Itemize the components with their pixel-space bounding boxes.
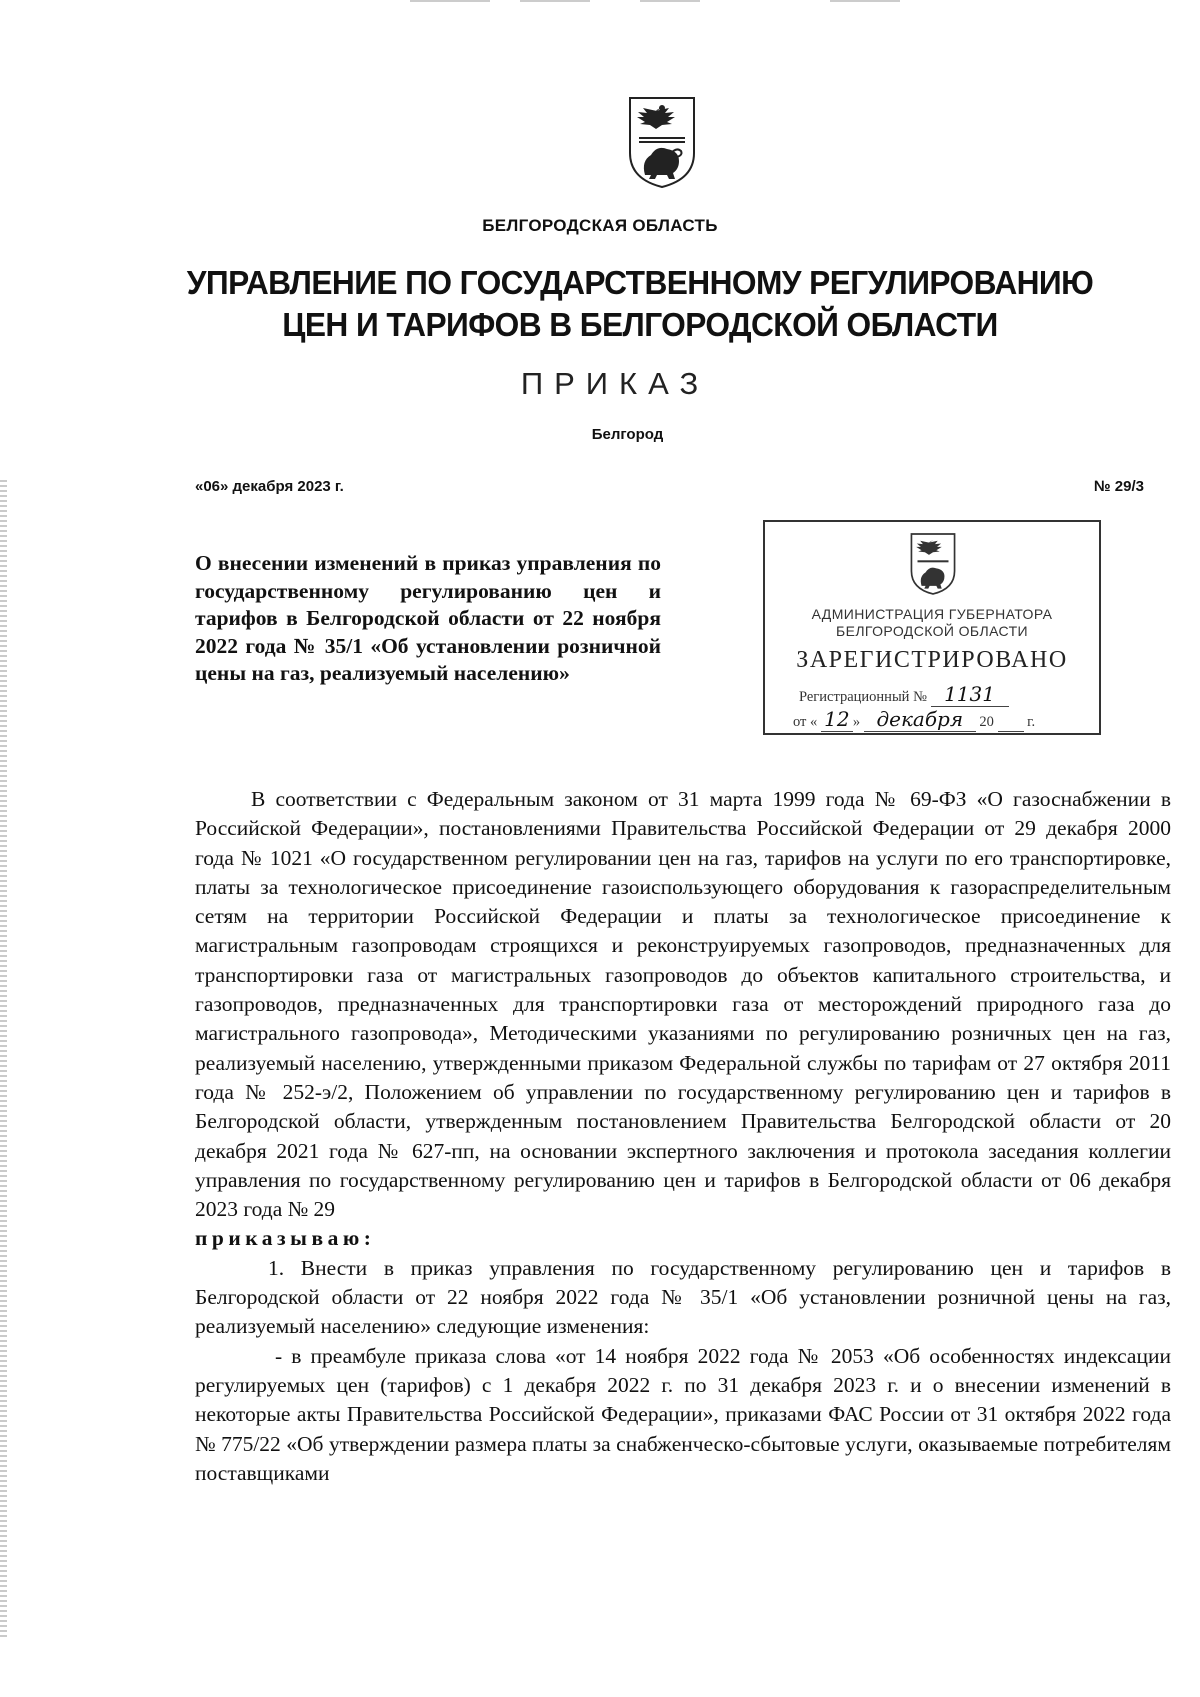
agency-name-line1: УПРАВЛЕНИЕ ПО ГОСУДАРСТВЕННОМУ РЕГУЛИРОВАНИЮ [186,264,1094,301]
document-subject: О внесении изменений в приказ управления по государственному регулированию цен и тарифов в Белгородской области от 22 ноября 2022 года № 35/1 «Об установлении розничной цены на газ, реализуемый населению» [195,551,661,685]
stamp-year-prefix: 20 [979,714,994,730]
stamp-organization [765,606,1099,640]
stamp-reg-number: 1131 [931,682,1009,707]
preamble-paragraph: В соответствии с Федеральным законом от 31 марта 1999 года № 69-ФЗ «О газоснабжении в Российской Федерации», постановлениями Правительства Российской Федерации от 29 декабря 2000 года № 1021 «О государственном регулировании цен на газ, тарифов на услуги по его транспортировке, платы за технологическое присоединение газоиспользующего оборудования к газораспределительным сетям на территории Российской Федерации и платы за технологическое присоединение к магистральным газопроводам строящихся и реконструируемых газопроводов, предназначенных для транспортировки газа от магистральных газопроводов до объектов капитального строительства, и газопроводов, предназначенных для транспортировки газа от месторождений природного газа до магистрального газопровода», Методическими указаниями по регулированию розничных цен на газ, реализуемый населению, утвержденными приказом Федеральной службы по тарифам от 27 октября 2011 года № 252-э/2, Положением об управлении по государственному регулированию цен и тарифов в Белгородской области, утвержденным постановлением Правительства Белгородской области от 20 декабря 2021 года № 627-пп, на основании экспертного заключения и протокола заседания коллегии управления по государственному регулированию цен и тарифов в Белгородской области от 06 декабря 2023 года № 29 [195,787,1171,1222]
stamp-org-line1: АДМИНИСТРАЦИЯ ГУБЕРНАТОРА [811,606,1053,622]
region-name: БЕЛГОРОДСКАЯ ОБЛАСТЬ [482,216,718,235]
item-1-sub-paragraph: - в преамбуле приказа слова «от 14 ноября 2022 года № 2053 «Об особенностях индексации регулируемых цен (тарифов) с 1 декабря 2022 г. по 31 декабря 2023 г. и о внесении изменений в некоторые акты Правительства Российской Федерации», приказами ФАС России от 31 октября 2022 года № 775/22 «Об утверждении размера платы за снабженческо-сбытовые услуги, оказываемые потребителям поставщиками [195,1343,1171,1485]
scan-top-mark [640,0,700,8]
document-type: ПРИКАЗ [520,366,710,401]
scan-top-mark [410,0,490,8]
document-date: «06» декабря 2023 г. [195,478,344,495]
stamp-from-label: от « [793,714,818,730]
belgorod-coat-of-arms-icon [908,532,958,596]
scan-top-mark [520,0,590,8]
stamp-reg-label: Регистрационный № [799,689,927,705]
document-body [195,785,1171,1488]
registration-stamp [763,520,1101,735]
agency-name [170,262,1111,346]
document-number: № 29/3 [1093,478,1144,495]
stamp-org-line2: БЕЛГОРОДСКОЙ ОБЛАСТИ [836,623,1028,639]
document-city: Белгород [591,426,664,443]
agency-name-line2: ЦЕН И ТАРИФОВ В БЕЛГОРОДСКОЙ ОБЛАСТИ [282,306,998,343]
stamp-month: декабря [864,707,976,732]
stamp-registered: ЗАРЕГИСТРИРОВАНО [796,647,1068,673]
item-1-paragraph: 1. Внести в приказ управления по государственному регулированию цен и тарифов в Белгородской области от 22 ноября 2022 года № 35/1 «Об установлении розничной цены на газ, реализуемый населению» следующие изменения: [195,1255,1171,1339]
stamp-day: 12 [821,707,853,732]
stamp-year-suffix: г. [1027,714,1036,730]
stamp-reg-number-line [799,682,1009,707]
belgorod-coat-of-arms-icon [627,95,697,190]
scan-edge-artifact [0,480,7,1640]
orders-word: приказываю: [195,1226,376,1251]
stamp-date-line [793,707,1035,732]
stamp-day-close: » [852,714,861,730]
stamp-year-blank [998,714,1024,732]
scan-top-mark [830,0,900,8]
